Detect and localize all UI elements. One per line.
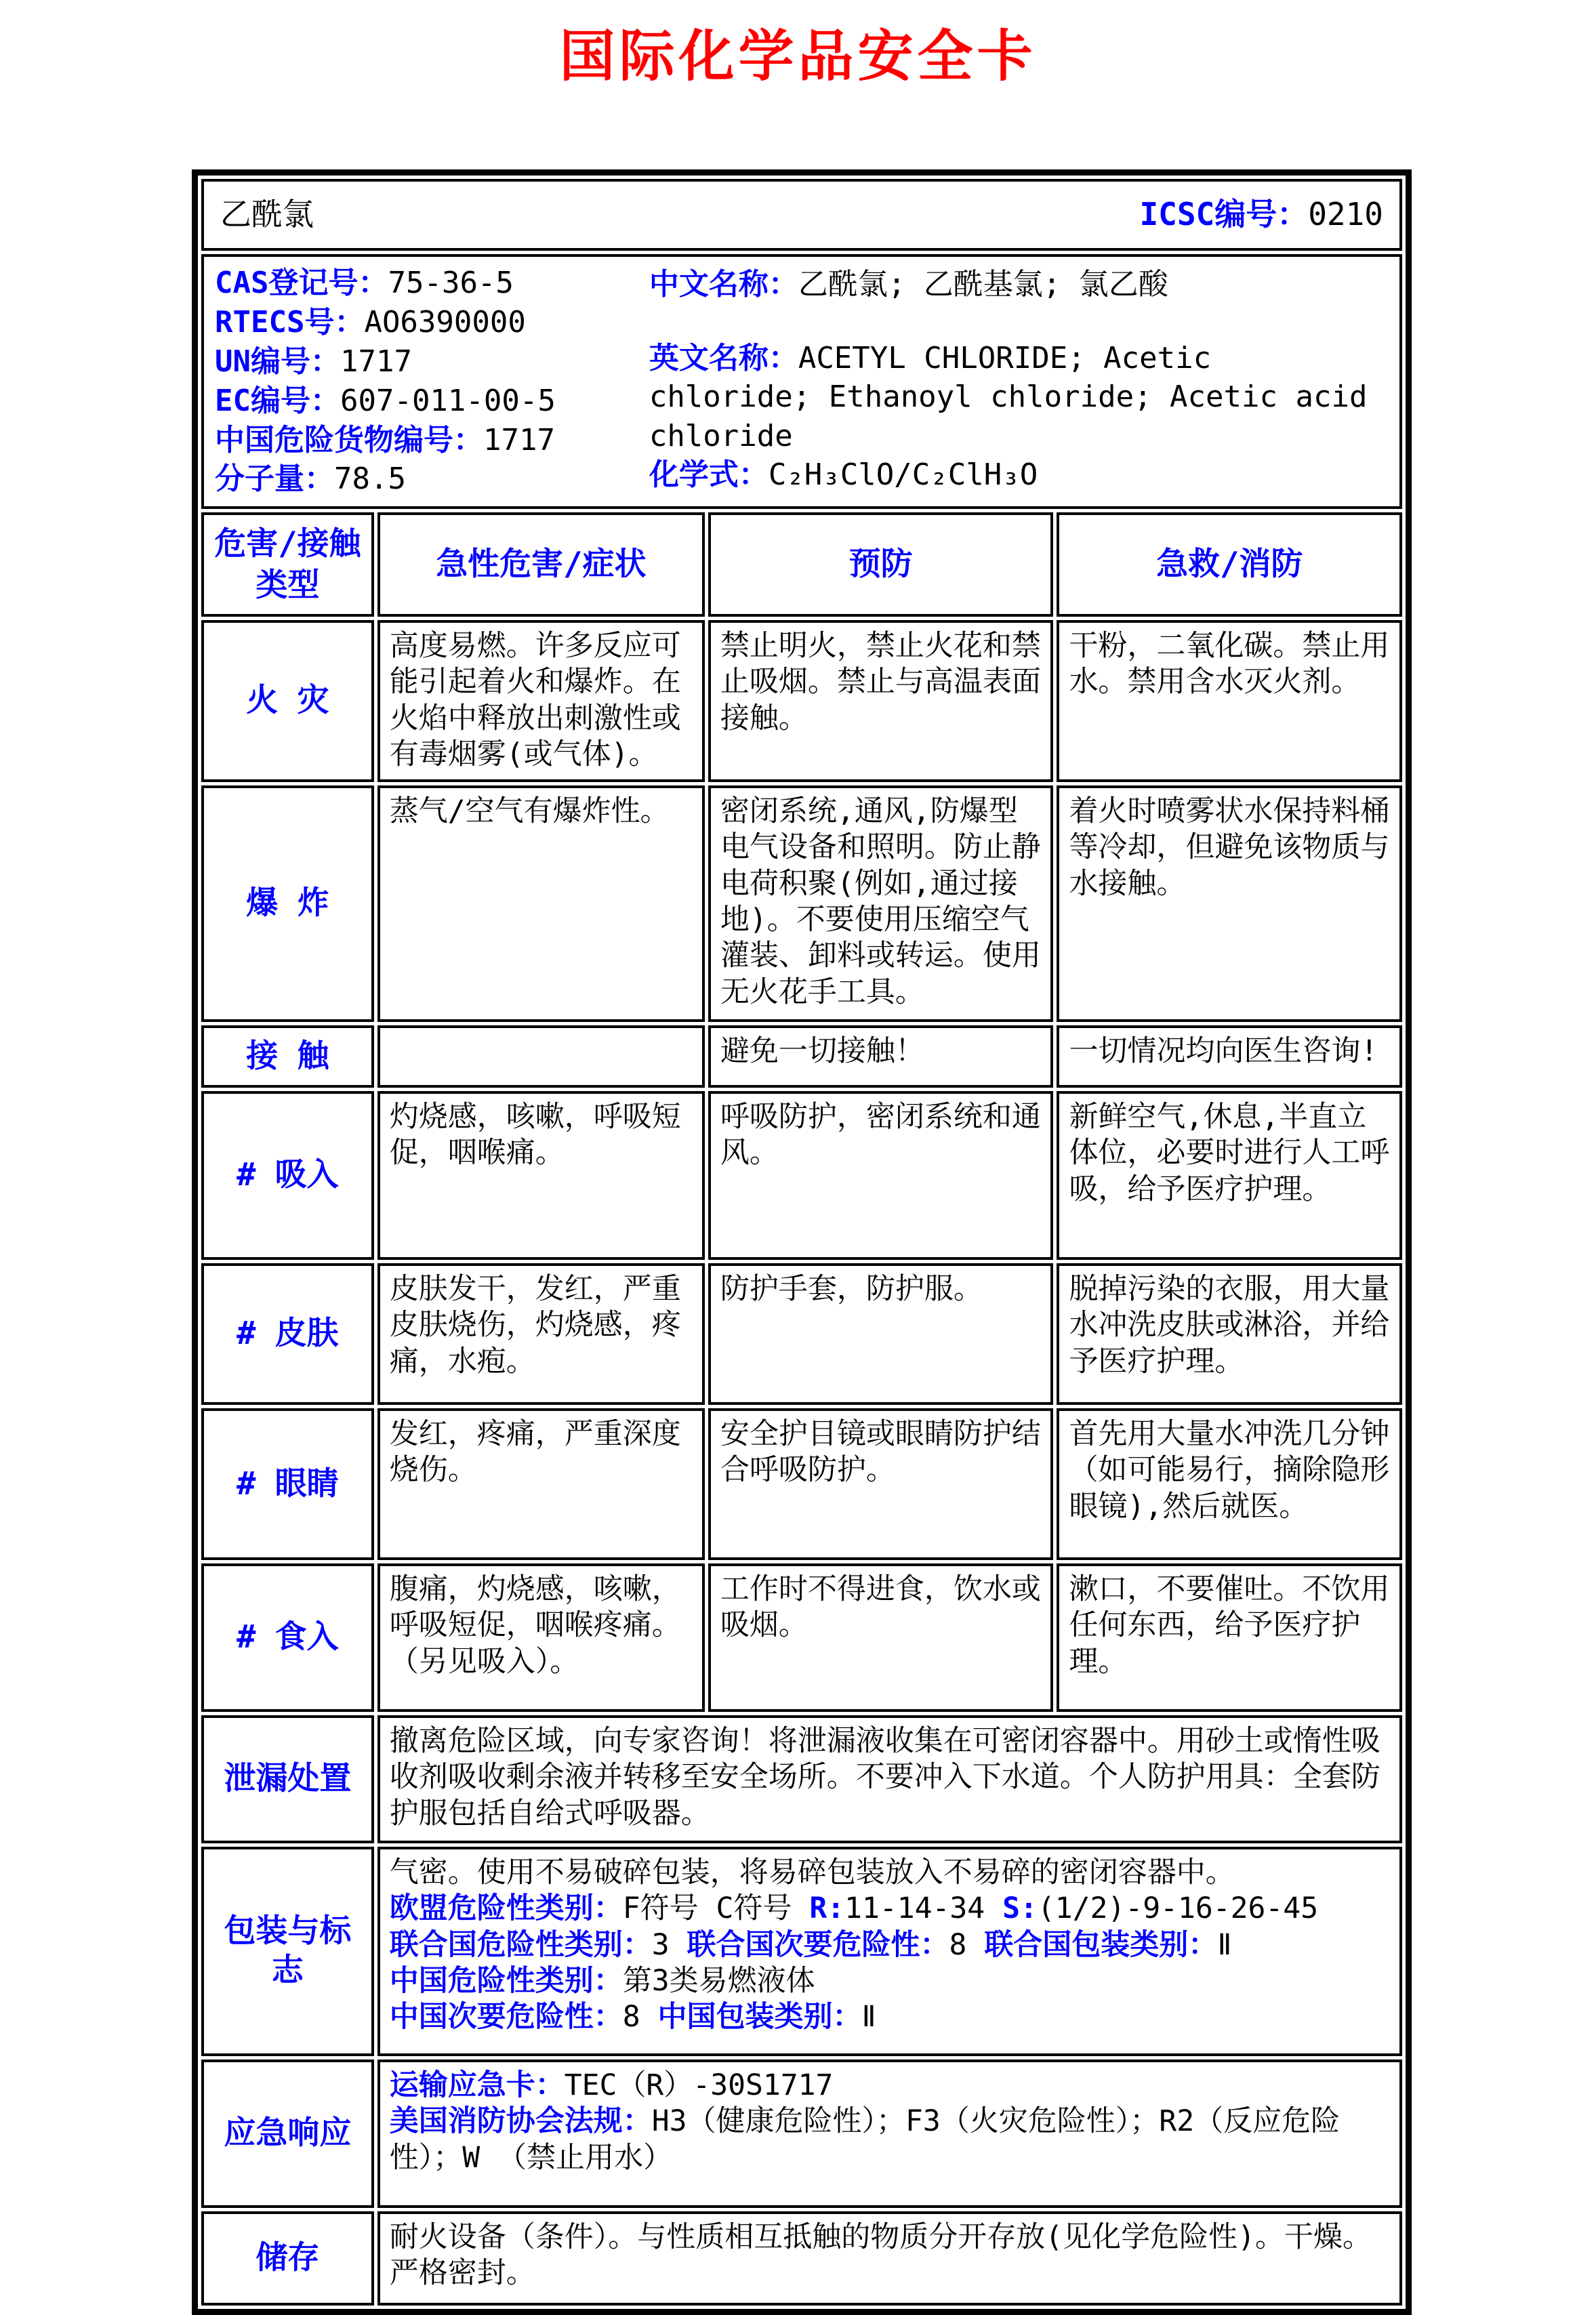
field-value: 第3类易燃液体 xyxy=(622,1963,815,1998)
icsc-number-group xyxy=(1139,195,1383,234)
table-header-row xyxy=(201,512,1402,617)
substance-header xyxy=(213,195,1390,234)
hazard-row-skin xyxy=(201,1263,1402,1405)
ec-value: 607-011-00-5 xyxy=(340,383,556,418)
icsc-card-table xyxy=(192,169,1412,2315)
substance-name: 乙酰氯 xyxy=(220,196,314,233)
identifier-list xyxy=(215,265,649,498)
section-row-storage xyxy=(201,2211,1402,2306)
field-label: 联合国危险性类别： xyxy=(389,1927,652,1962)
field-label: 欧盟危险性类别： xyxy=(389,1891,623,1926)
field-label: S: xyxy=(1002,1891,1038,1926)
emergency-line-nfpa xyxy=(390,2104,1390,2176)
china-dg-value: 1717 xyxy=(483,422,555,457)
un-value: 1717 xyxy=(340,344,412,379)
spill-content xyxy=(377,1715,1402,1843)
field-label: 中国次要危险性： xyxy=(389,2000,623,2034)
hazard-type-contact: 接 触 xyxy=(201,1025,374,1088)
section-row-emergency xyxy=(201,2060,1402,2208)
icsc-number-label: ICSC编号： xyxy=(1139,196,1309,233)
identity-block xyxy=(213,262,1390,501)
english-names-line xyxy=(649,339,1389,455)
storage-line xyxy=(390,2219,1390,2292)
hazard-type-eyes: # 眼睛 xyxy=(201,1408,374,1560)
field-value: F符号 C符号 xyxy=(622,1891,810,1926)
hazard-row-eyes xyxy=(201,1408,1402,1560)
hazard-type-fire: 火 灾 xyxy=(201,620,374,782)
field-value: 撤离危险区域，向专家咨询！将泄漏液收集在可密闭容器中。用砂土或惰性吸收剂吸收剩余液并转移至安全场所。不要冲入下水道。个人防护用具：全套防护服包括自给式呼吸器。 xyxy=(389,1723,1380,1830)
ingestion-response: 漱口，不要催吐。不饮用任何东西，给予医疗护理。 xyxy=(1057,1563,1402,1712)
field-value: 耐火设备（条件）。与性质相互抵触的物质分开存放(见化学危险性)。干燥。严格密封。 xyxy=(389,2219,1372,2291)
field-value: 8 xyxy=(949,1927,985,1962)
identifier-molweight xyxy=(215,461,649,498)
inhalation-response: 新鲜空气,休息,半直立体位，必要时进行人工呼吸，给予医疗护理。 xyxy=(1057,1091,1402,1260)
packaging-line-un xyxy=(390,1927,1390,1963)
fire-prevention: 禁止明火，禁止火花和禁止吸烟。禁止与高温表面接触。 xyxy=(708,620,1054,782)
hazard-row-ingestion xyxy=(201,1563,1402,1712)
identifier-un xyxy=(215,344,649,381)
field-label: 中国包装类别： xyxy=(657,2000,862,2034)
inhalation-prevention: 呼吸防护，密闭系统和通风。 xyxy=(708,1091,1054,1260)
storage-content xyxy=(377,2211,1402,2306)
field-value: H3（健康危险性）；F3（火灾危险性）；R2（反应危险性）；W （禁止用水） xyxy=(389,2104,1341,2175)
section-type-spill: 泄漏处置 xyxy=(201,1715,374,1843)
skin-symptoms: 皮肤发干，发红，严重皮肤烧伤，灼烧感，疼痛，水疱。 xyxy=(377,1263,705,1405)
cas-value: 75-36-5 xyxy=(388,266,514,300)
field-value: 气密。使用不易破碎包装，将易碎包装放入不易碎的密闭容器中。 xyxy=(389,1855,1235,1889)
hazard-type-skin: # 皮肤 xyxy=(201,1263,374,1405)
field-value: Ⅱ xyxy=(1217,1927,1232,1962)
eyes-response: 首先用大量水冲洗几分钟（如可能易行，摘除隐形眼镜),然后就医。 xyxy=(1057,1408,1402,1560)
chinese-names-line xyxy=(649,265,1389,304)
contact-response: 一切情况均向医生咨询! xyxy=(1057,1025,1402,1088)
header-firstaid: 急救/消防 xyxy=(1057,512,1402,617)
identity-cell xyxy=(201,254,1402,509)
substance-header-row xyxy=(201,179,1402,251)
eyes-symptoms: 发红，疼痛，严重深度烧伤。 xyxy=(377,1408,705,1560)
section-type-packaging: 包装与标志 xyxy=(201,1847,374,2056)
cas-label: CAS登记号： xyxy=(215,266,388,300)
english-names-label: 英文名称： xyxy=(649,341,798,376)
explosion-prevention: 密闭系统,通风,防爆型电气设备和照明。防止静电荷积聚(例如,通过接地)。不要使用压缩空气灌装、卸料或转运。使用无火花手工具。 xyxy=(708,785,1054,1022)
field-value: 8 xyxy=(622,2000,658,2034)
packaging-content xyxy=(377,1847,1402,2056)
inhalation-symptoms: 灼烧感，咳嗽，呼吸短促，咽喉痛。 xyxy=(377,1091,705,1260)
hazard-row-contact xyxy=(201,1025,1402,1088)
hazard-type-ingestion: # 食入 xyxy=(201,1563,374,1712)
rtecs-value: AO6390000 xyxy=(364,304,526,340)
substance-header-cell xyxy=(201,179,1402,251)
fire-symptoms: 高度易燃。许多反应可能引起着火和爆炸。在火焰中释放出刺激性或有毒烟雾(或气体)。 xyxy=(377,620,705,782)
icsc-number-value: 0210 xyxy=(1308,196,1383,233)
ingestion-prevention: 工作时不得进食，饮水或吸烟。 xyxy=(708,1563,1054,1712)
page-title: 国际化学品安全卡 xyxy=(559,24,1037,89)
field-label: 联合国次要危险性： xyxy=(687,1927,949,1962)
identity-row xyxy=(201,254,1402,509)
formula-value: C₂H₃ClO/C₂ClH₃O xyxy=(768,457,1038,492)
packaging-line-china-sub xyxy=(390,1999,1390,2035)
molweight-value: 78.5 xyxy=(334,462,406,497)
ec-label: EC编号： xyxy=(215,383,340,418)
hazard-row-explosion xyxy=(201,785,1402,1022)
packaging-line-eu xyxy=(390,1891,1390,1927)
chinese-names-value: 乙酰氯; 乙酰基氯; 氯乙酸 xyxy=(798,267,1168,302)
identifier-rtecs xyxy=(215,304,649,342)
hazard-row-inhalation xyxy=(201,1091,1402,1260)
field-value: 3 xyxy=(651,1927,687,1962)
names-block xyxy=(649,265,1389,498)
fire-response: 干粉，二氧化碳。禁止用水。禁用含水灭火剂。 xyxy=(1057,620,1402,782)
section-row-spill xyxy=(201,1715,1402,1843)
hazard-row-fire xyxy=(201,620,1402,782)
molweight-label: 分子量： xyxy=(215,462,334,497)
field-value: 11-14-34 xyxy=(844,1891,1003,1926)
rtecs-label: RTECS号： xyxy=(215,304,365,340)
un-label: UN编号： xyxy=(215,344,340,379)
emergency-line-tec xyxy=(390,2068,1390,2104)
contact-prevention: 避免一切接触！ xyxy=(708,1025,1054,1088)
identifier-china-dg xyxy=(215,422,649,459)
header-symptoms: 急性危害/症状 xyxy=(377,512,705,617)
field-value: Ⅱ xyxy=(861,2000,876,2034)
explosion-response: 着火时喷雾状水保持料桶等冷却，但避免该物质与水接触。 xyxy=(1057,785,1402,1022)
skin-response: 脱掉污染的衣服，用大量水冲洗皮肤或淋浴，并给予医疗护理。 xyxy=(1057,1263,1402,1405)
packaging-line-general xyxy=(390,1855,1390,1891)
field-label: 中国危险性类别： xyxy=(389,1963,623,1998)
section-type-emergency: 应急响应 xyxy=(201,2060,374,2208)
hazard-type-explosion: 爆 炸 xyxy=(201,785,374,1022)
packaging-line-china-class xyxy=(390,1963,1390,1999)
field-label: 运输应急卡： xyxy=(389,2068,565,2102)
identifier-cas xyxy=(215,265,649,302)
chinese-names-label: 中文名称： xyxy=(649,267,798,302)
field-label: 联合国包装类别： xyxy=(984,1927,1218,1962)
contact-symptoms xyxy=(377,1025,705,1088)
formula-label: 化学式： xyxy=(649,457,769,492)
china-dg-label: 中国危险货物编号： xyxy=(215,422,483,457)
skin-prevention: 防护手套，防护服。 xyxy=(708,1263,1054,1405)
explosion-symptoms: 蒸气/空气有爆炸性。 xyxy=(377,785,705,1022)
header-prevention: 预防 xyxy=(708,512,1054,617)
field-value: (1/2)-9-16-26-45 xyxy=(1037,1891,1319,1926)
emergency-content xyxy=(377,2060,1402,2208)
header-hazard-type: 危害/接触类型 xyxy=(201,512,374,617)
section-row-packaging xyxy=(201,1847,1402,2056)
spill-line xyxy=(390,1723,1390,1832)
field-label: 美国消防协会法规： xyxy=(389,2104,652,2139)
hazard-type-inhalation: # 吸入 xyxy=(201,1091,374,1260)
field-label: R: xyxy=(809,1891,845,1926)
section-type-storage: 储存 xyxy=(201,2211,374,2306)
formula-line xyxy=(649,455,1389,498)
english-names-value: ACETYL CHLORIDE; Acetic chloride; Ethanoyl chloride; Acetic acid chloride xyxy=(649,341,1368,453)
ingestion-symptoms: 腹痛，灼烧感，咳嗽，呼吸短促，咽喉疼痛。（另见吸入）。 xyxy=(377,1563,705,1712)
identifier-ec xyxy=(215,383,649,420)
eyes-prevention: 安全护目镜或眼睛防护结合呼吸防护。 xyxy=(708,1408,1054,1560)
field-value: TEC（R）-30S1717 xyxy=(564,2068,834,2102)
